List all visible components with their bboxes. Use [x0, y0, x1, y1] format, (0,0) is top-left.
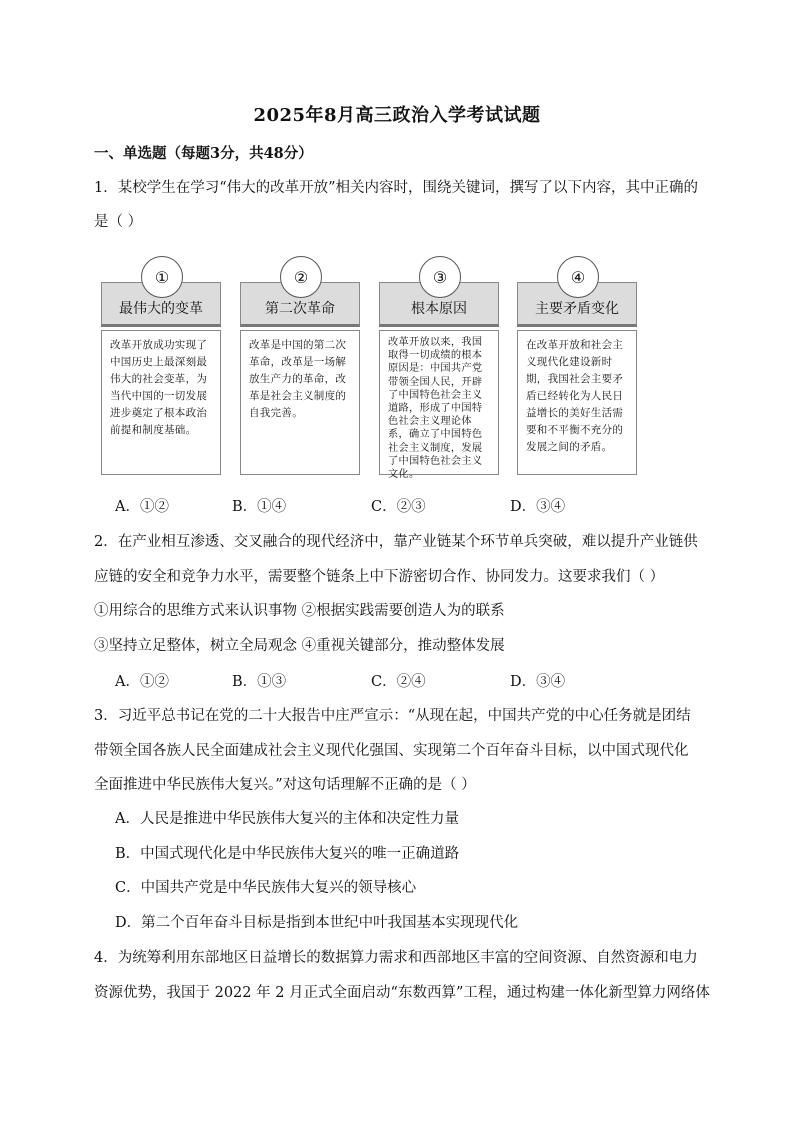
- card-heading: 根本原因: [379, 282, 499, 327]
- option-a[interactable]: A．①②: [115, 674, 169, 690]
- q2-statements-line2: ③坚持立足整体，树立全局观念 ④重视关键部分，推动整体发展: [94, 638, 505, 654]
- q2-stem-line2: 应链的安全和竞争力水平，需要整个链条上中下游密切合作、协同发力。这要求我们（ ）: [94, 569, 665, 585]
- section-heading: 一、单选题（每题3分，共48分）: [94, 145, 313, 162]
- card-number: ③: [419, 256, 461, 298]
- option-d[interactable]: D．③④: [510, 674, 566, 690]
- q3-option-a[interactable]: A．人民是推进中华民族伟大复兴的主体和决定性力量: [115, 811, 459, 827]
- q3-stem-line3: 全面推进中华民族伟大复兴。”对这句话理解不正确的是（ ）: [94, 777, 476, 793]
- q4-stem-line1: 4．为统筹利用东部地区日益增长的数据算力需求和西部地区丰富的空间资源、自然资源和电力: [94, 950, 698, 966]
- card-body: 改革是中国的第二次革命，改革是一场解放生产力的革命，改革是社会主义制度的自我完善。: [240, 330, 360, 475]
- card-body: 改革开放以来，我国取得一切成绩的根本原因是：中国共产党带领全国人民，开辟了中国特色社会主义道路，形成了中国特色社会主义理论体系，确立了中国特色社会主义制度，发展了中国特色社会主义文化。: [379, 330, 499, 475]
- card-number: ①: [141, 256, 183, 298]
- q3-option-d[interactable]: D．第二个百年奋斗目标是指到本世纪中叶我国基本实现现代化: [115, 915, 519, 931]
- option-d[interactable]: D．③④: [510, 499, 566, 515]
- q3-option-b[interactable]: B．中国式现代化是中华民族伟大复兴的唯一正确道路: [115, 846, 460, 862]
- option-b[interactable]: B．①③: [232, 674, 287, 690]
- card-body: 在改革开放和社会主义现代化建设新时期，我国社会主要矛盾已经转化为人民日益增长的美好生活需要和不平衡不充分的发展之间的矛盾。: [517, 330, 637, 475]
- card-number: ②: [280, 256, 322, 298]
- q3-stem-line2: 带领全国各族人民全面建成社会主义现代化强国、实现第二个百年奋斗目标，以中国式现代化: [94, 743, 689, 759]
- q2-statements-line1: ①用综合的思维方式来认识事物 ②根据实践需要创造人为的联系: [94, 603, 505, 619]
- q1-card-3: [379, 267, 501, 481]
- q1-card-2: [240, 267, 362, 475]
- q4-stem-line2: 资源优势，我国于 2022 年 2 月正式全面启动“东数西算”工程，通过构建一体化新型算力网络体: [94, 985, 710, 1001]
- card-heading: 主要矛盾变化: [517, 282, 637, 327]
- card-heading: 最伟大的变革: [101, 282, 221, 327]
- card-body: 改革开放成功实现了中国历史上最深刻最伟大的社会变革，为当代中国的一切发展进步奠定了根本政治前提和制度基础。: [101, 330, 221, 475]
- q1-stem-line2: 是（ ）: [94, 214, 143, 230]
- option-a[interactable]: A．①②: [115, 499, 169, 515]
- page-title: 2025年8月高三政治入学考试试题: [253, 105, 541, 126]
- q1-card-1: [101, 267, 223, 475]
- option-c[interactable]: C．②④: [371, 674, 426, 690]
- q1-stem-line1: 1．某校学生在学习“伟大的改革开放”相关内容时，围绕关键词，撰写了以下内容，其中正确的: [94, 180, 699, 196]
- q3-stem-line1: 3．习近平总书记在党的二十大报告中庄严宣示：“从现在起，中国共产党的中心任务就是团结: [94, 708, 691, 724]
- q1-card-4: [517, 267, 639, 475]
- card-number: ④: [557, 256, 599, 298]
- option-c[interactable]: C．②③: [371, 499, 426, 515]
- q3-option-c[interactable]: C．中国共产党是中华民族伟大复兴的领导核心: [115, 880, 417, 896]
- q2-stem-line1: 2．在产业相互渗透、交叉融合的现代经济中，靠产业链某个环节单兵突破，难以提升产业链供: [94, 534, 698, 550]
- card-heading: 第二次革命: [240, 282, 360, 327]
- option-b[interactable]: B．①④: [232, 499, 287, 515]
